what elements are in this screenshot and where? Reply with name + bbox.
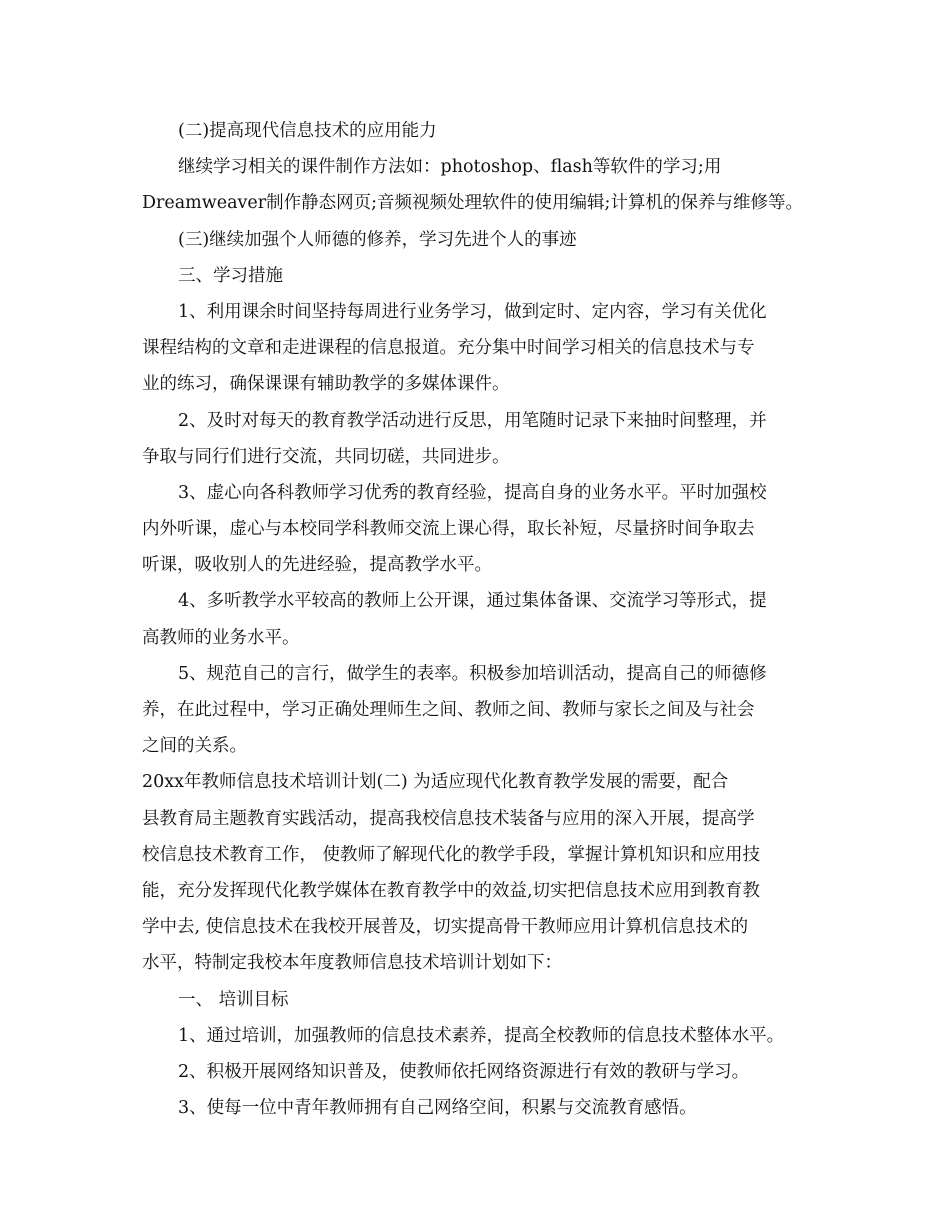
text-line: 3、虚心向各科教师学习优秀的教育经验，提高自身的业务水平。平时加强校 (178, 482, 767, 503)
text-line: 一、 培训目标 (178, 989, 289, 1010)
document-body (142, 113, 822, 1126)
text-line: 争取与同行们进行交流，共同切磋，共同进步。 (142, 446, 510, 467)
text-line: 1、通过培训，加强教师的信息技术素养，提高全校教师的信息技术整体水平。 (178, 1025, 785, 1046)
text-line: 1、利用课余时间坚持每周进行业务学习，做到定时、定内容，学习有关优化 (178, 301, 767, 322)
text-line: 5、规范自己的言行，做学生的表率。积极参加培训活动，提高自己的师德修 (178, 663, 767, 684)
text-line: 三、学习措施 (178, 265, 283, 286)
text-line: 学中去, 使信息技术在我校开展普及，切实提高骨干教师应用计算机信息技术的 (142, 917, 749, 938)
text-line: 内外听课，虚心与本校同学科教师交流上课心得，取长补短，尽量挤时间争取去 (142, 519, 755, 540)
text-line: 2、积极开展网络知识普及，使教师依托网络资源进行有效的教研与学习。 (178, 1061, 750, 1082)
text-line: 4、多听教学水平较高的教师上公开课，通过集体备课、交流学习等形式，提 (178, 591, 767, 612)
text-line: 继续学习相关的课件制作方法如：photoshop、flash等软件的学习;用 (178, 157, 722, 178)
text-line: Dreamweaver制作静态网页;音频视频处理软件的使用编辑;计算机的保养与维修等。 (142, 193, 803, 214)
text-line: 3、使每一位中青年教师拥有自己网络空间，积累与交流教育感悟。 (178, 1098, 697, 1119)
text-line: (三)继续加强个人师德的修养，学习先进个人的事迹 (178, 229, 577, 250)
text-line: 20xx年教师信息技术培训计划(二) 为适应现代化教育教学发展的需要，配合 (142, 772, 729, 793)
text-line: 课程结构的文章和走进课程的信息报道。充分集中时间学习相关的信息技术与专 (142, 338, 755, 359)
text-line: 业的练习，确保课课有辅助教学的多媒体课件。 (142, 374, 510, 395)
text-line: 之间的关系。 (142, 736, 247, 757)
text-line: 县教育局主题教育实践活动，提高我校信息技术装备与应用的深入开展，提高学 (142, 808, 755, 829)
text-line: 水平，特制定我校本年度教师信息技术培训计划如下： (142, 953, 562, 974)
text-line: 2、及时对每天的教育教学活动进行反思，用笔随时记录下来抽时间整理，并 (178, 410, 767, 431)
text-line: 养，在此过程中，学习正确处理师生之间、教师之间、教师与家长之间及与社会 (142, 700, 755, 720)
text-line: 校信息技术教育工作， 使教师了解现代化的教学手段，掌握计算机知识和应用技 (142, 844, 761, 865)
text-line: 高教师的业务水平。 (142, 627, 300, 648)
text-line: 听课，吸收别人的先进经验，提高教学水平。 (142, 555, 492, 576)
text-line: 能，充分发挥现代化教学媒体在教育教学中的效益,切实把信息技术应用到教育教 (142, 880, 761, 901)
text-line: (二)提高现代信息技术的应用能力 (178, 121, 437, 141)
